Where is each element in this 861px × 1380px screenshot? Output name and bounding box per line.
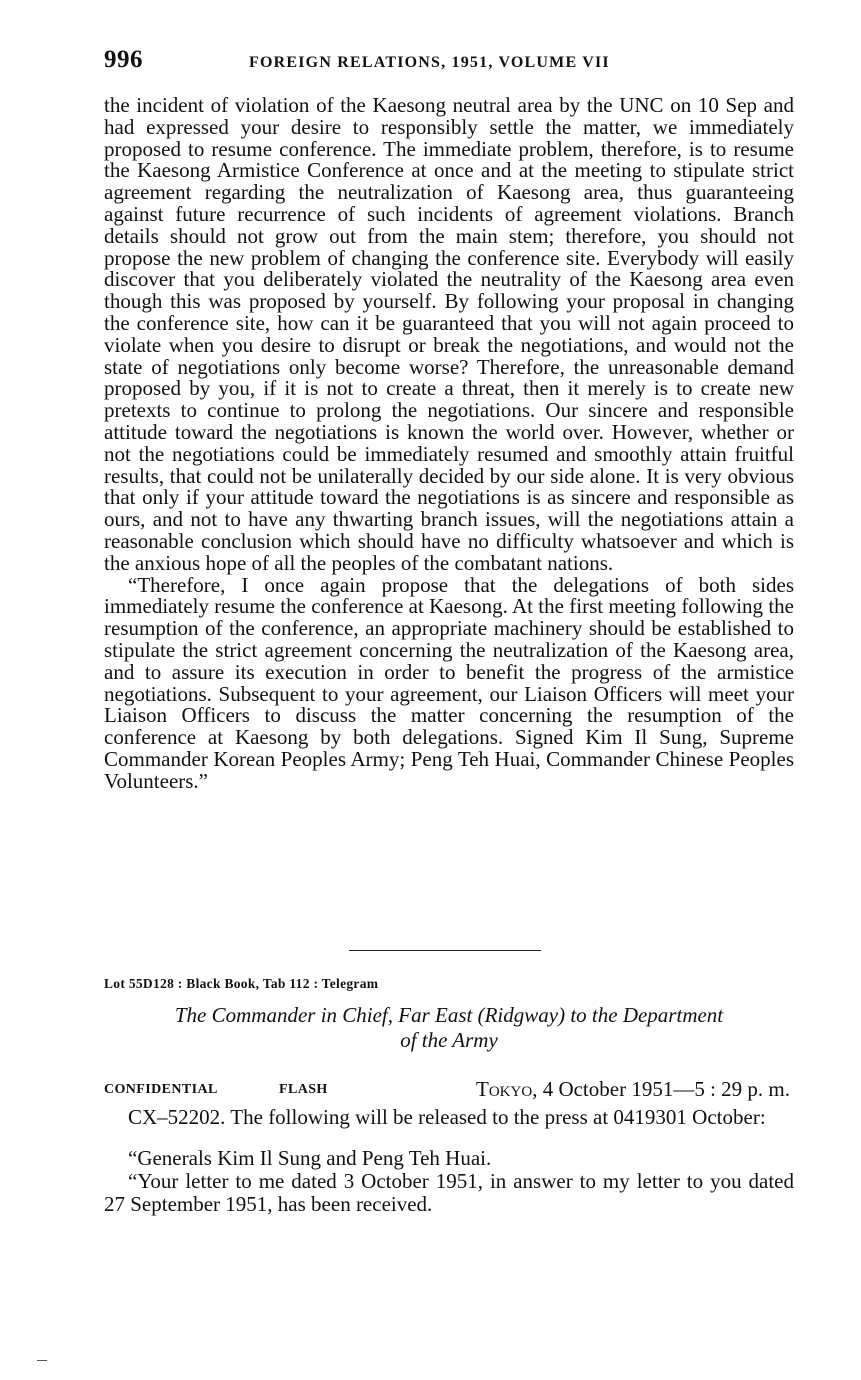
document-title xyxy=(104,1003,794,1053)
source-note: Lot 55D128 : Black Book, Tab 112 : Telegram xyxy=(104,976,379,991)
message-text xyxy=(104,1106,794,1216)
date-time: , 4 October 1951—5 : 29 p. m. xyxy=(532,1077,790,1101)
message-paragraph: CX–52202. The following will be released to the press at 0419301 October: xyxy=(128,1105,766,1129)
classification-label: CONFIDENTIAL xyxy=(104,1082,218,1097)
page-number: 996 xyxy=(104,46,143,73)
place-date xyxy=(476,1077,790,1102)
message-paragraph: “Your letter to me dated 3 October 1951, in answer to my letter to you dated 27 September 1951, has been received. xyxy=(104,1169,794,1216)
dateline xyxy=(104,1077,794,1103)
margin-mark xyxy=(37,1360,47,1361)
place-name: Tokyo xyxy=(476,1077,533,1101)
section-divider xyxy=(349,950,541,951)
precedence-label: FLASH xyxy=(279,1082,328,1097)
document-title-line: of the Army xyxy=(400,1028,498,1052)
page-header xyxy=(104,46,794,76)
body-paragraph: “Therefore, I once again propose that the delegations of both sides immediately resume the conference at Kaesong. At the first meeting following the resumption of the conference, an appropriate machinery should be established to stipulate the strict agreement concerning the neutralization of the Kaesong area, and to assure its execution in order to benefit the progress of the armistice negotiations. Subsequent to your agreement, our Liaison Officers will meet your Liaison Officers to discuss the matter concerning the resumption of the conference at Kaesong by both delegations. Signed Kim Il Sung, Supreme Commander Korean Peoples Army; Peng Teh Huai, Commander Chinese Peoples Volunteers.” xyxy=(104,572,794,793)
message-paragraph: “Generals Kim Il Sung and Peng Teh Huai. xyxy=(128,1146,492,1170)
body-paragraph: the incident of violation of the Kaesong neutral area by the UNC on 10 Sep and had expressed your desire to responsibly settle the matter, we immediately proposed to resume conference. The immediate problem, therefore, is to resume the Kaesong Armistice Conference at once and at the meeting to stipulate strict agreement regarding the neutralization of Kaesong area, thus guaranteeing against future recurrence of such incidents of agreement violations. Branch details should not grow out from the main stem; therefore, you should not propose the new problem of changing the conference site. Everybody will easily discover that you deliberately violated the neutrality of the Kaesong area even though this was proposed by yourself. By following your proposal in changing the conference site, how can it be guaranteed that you will not again proceed to violate when you desire to disrupt or break the negotiations, and would not the state of negotiations only become worse? Therefore, the unreasonable demand proposed by you, if it is not to create a threat, then it merely is to create new pretexts to continue to prolong the negotiations. Our sincere and responsible attitude toward the negotiations is known the world over. However, whether or not the negotiations could be immediately resumed and smoothly attain fruitful results, that could not be unilaterally decided by our side alone. It is very obvious that only if your attitude toward the negotiations is as sincere and responsible as ours, and not to have any thwarting branch issues, will the negotiations attain a reasonable conclusion which should have no difficulty whatsoever and which is the anxious hope of all the peoples of the combatant nations. xyxy=(104,93,794,575)
body-text xyxy=(104,95,794,793)
running-head: FOREIGN RELATIONS, 1951, VOLUME VII xyxy=(249,54,610,71)
document-title-line: The Commander in Chief, Far East (Ridgway) to the Department xyxy=(174,1003,724,1027)
